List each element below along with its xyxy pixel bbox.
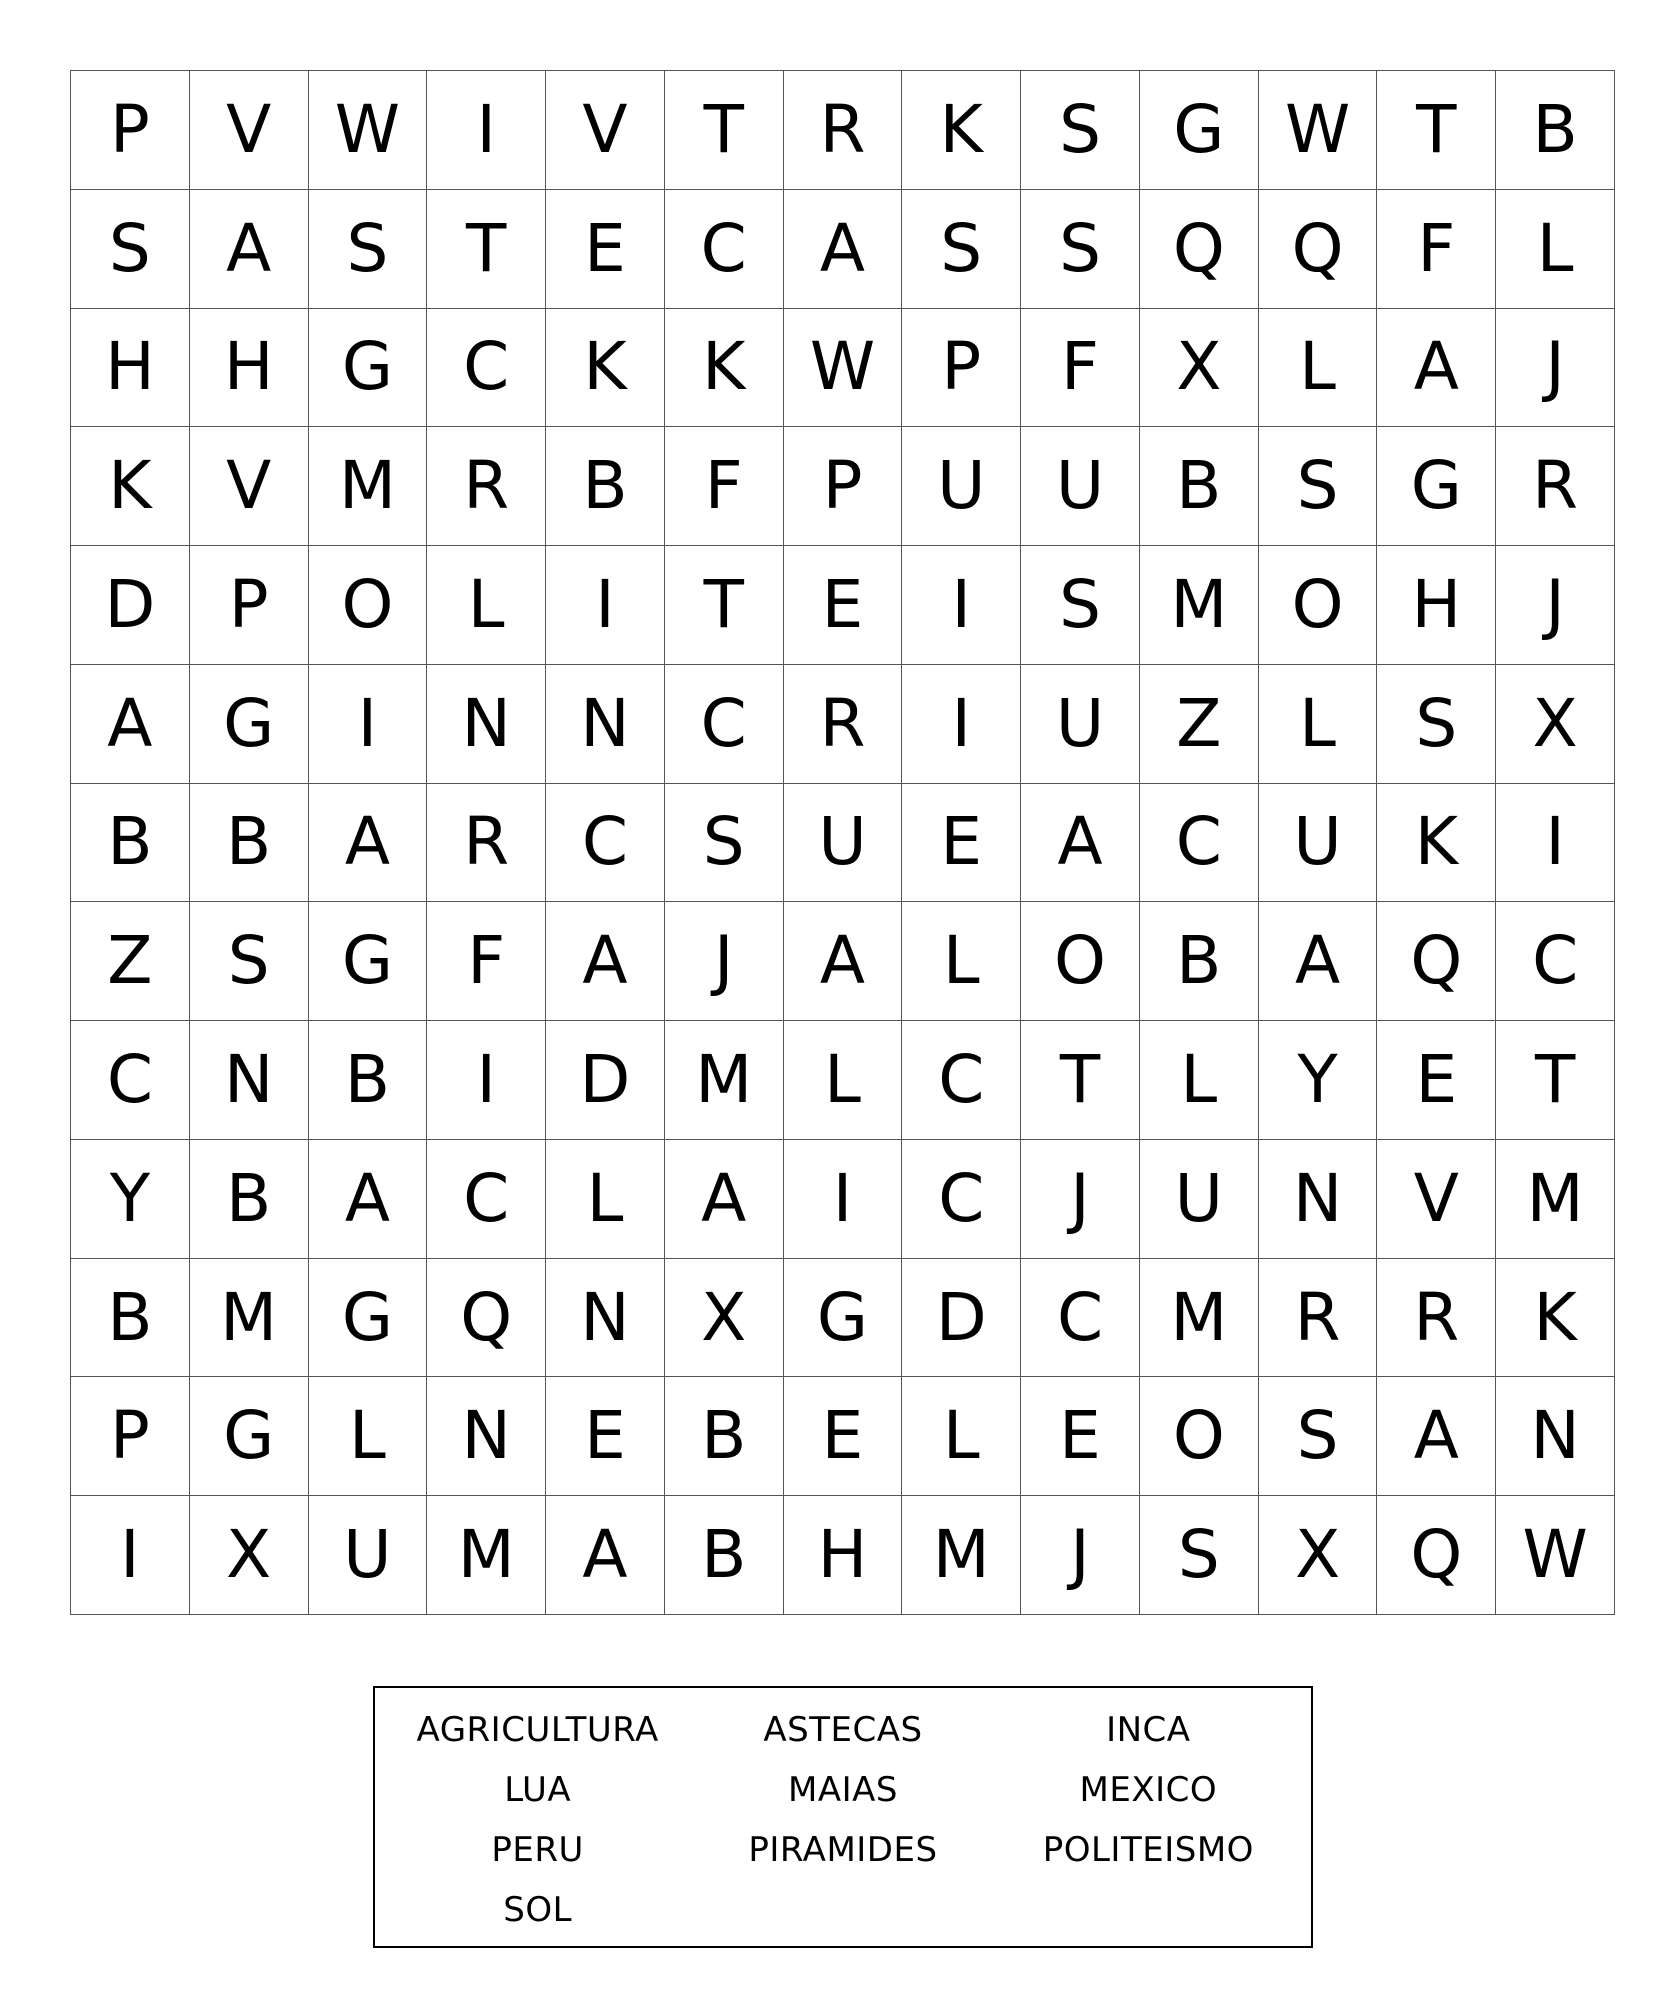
grid-cell[interactable]: P: [902, 309, 1021, 428]
grid-cell[interactable]: L: [902, 1377, 1021, 1496]
word-list-item: LUA: [504, 1770, 572, 1810]
grid-cell[interactable]: T: [427, 190, 546, 309]
grid-cell[interactable]: U: [902, 427, 1021, 546]
grid-cell[interactable]: J: [1496, 546, 1615, 665]
grid-cell[interactable]: I: [71, 1496, 190, 1615]
grid-cell[interactable]: G: [309, 309, 428, 428]
grid-cell[interactable]: B: [71, 784, 190, 903]
grid-cell[interactable]: L: [784, 1021, 903, 1140]
grid-cell[interactable]: E: [902, 784, 1021, 903]
grid-cell[interactable]: G: [309, 902, 428, 1021]
grid-cell[interactable]: X: [665, 1259, 784, 1378]
grid-cell[interactable]: R: [784, 665, 903, 784]
grid-cell[interactable]: L: [1259, 309, 1378, 428]
grid-cell[interactable]: C: [1140, 784, 1259, 903]
grid-cell[interactable]: Q: [1259, 190, 1378, 309]
grid-cell[interactable]: E: [546, 190, 665, 309]
grid-cell[interactable]: J: [665, 902, 784, 1021]
grid-cell[interactable]: S: [902, 190, 1021, 309]
grid-cell[interactable]: L: [309, 1377, 428, 1496]
grid-cell[interactable]: Z: [1140, 665, 1259, 784]
grid-cell[interactable]: A: [1259, 902, 1378, 1021]
grid-cell[interactable]: C: [665, 190, 784, 309]
grid-cell[interactable]: Q: [427, 1259, 546, 1378]
grid-cell[interactable]: W: [1259, 71, 1378, 190]
grid-cell[interactable]: K: [71, 427, 190, 546]
grid-cell[interactable]: N: [1496, 1377, 1615, 1496]
grid-cell[interactable]: K: [1377, 784, 1496, 903]
grid-cell[interactable]: Q: [1377, 902, 1496, 1021]
grid-cell[interactable]: I: [427, 1021, 546, 1140]
grid-cell[interactable]: M: [309, 427, 428, 546]
grid-cell[interactable]: V: [546, 71, 665, 190]
grid-cell[interactable]: E: [784, 546, 903, 665]
grid-cell[interactable]: C: [665, 665, 784, 784]
grid-cell[interactable]: M: [1496, 1140, 1615, 1259]
grid-cell[interactable]: M: [1140, 546, 1259, 665]
grid-cell[interactable]: U: [1021, 665, 1140, 784]
grid-cell[interactable]: R: [784, 71, 903, 190]
grid-cell[interactable]: R: [1259, 1259, 1378, 1378]
grid-cell[interactable]: C: [546, 784, 665, 903]
grid-cell[interactable]: B: [190, 1140, 309, 1259]
grid-cell[interactable]: I: [902, 546, 1021, 665]
grid-cell[interactable]: I: [902, 665, 1021, 784]
grid-cell[interactable]: P: [190, 546, 309, 665]
grid-cell[interactable]: O: [309, 546, 428, 665]
grid-cell[interactable]: S: [190, 902, 309, 1021]
grid-cell[interactable]: B: [546, 427, 665, 546]
grid-cell[interactable]: T: [665, 546, 784, 665]
grid-cell[interactable]: M: [190, 1259, 309, 1378]
grid-cell[interactable]: C: [902, 1140, 1021, 1259]
grid-cell[interactable]: L: [1496, 190, 1615, 309]
grid-cell[interactable]: L: [902, 902, 1021, 1021]
grid-cell[interactable]: A: [546, 902, 665, 1021]
grid-cell[interactable]: N: [546, 1259, 665, 1378]
grid-cell[interactable]: H: [190, 309, 309, 428]
grid-cell[interactable]: R: [1496, 427, 1615, 546]
grid-cell[interactable]: S: [1021, 546, 1140, 665]
grid-cell[interactable]: E: [1377, 1021, 1496, 1140]
grid-cell[interactable]: I: [427, 71, 546, 190]
grid-cell[interactable]: S: [1377, 665, 1496, 784]
grid-cell[interactable]: U: [1259, 784, 1378, 903]
grid-cell[interactable]: U: [784, 784, 903, 903]
grid-cell[interactable]: A: [665, 1140, 784, 1259]
grid-cell[interactable]: K: [546, 309, 665, 428]
grid-cell[interactable]: A: [784, 190, 903, 309]
grid-cell[interactable]: T: [1496, 1021, 1615, 1140]
grid-cell[interactable]: I: [546, 546, 665, 665]
grid-cell[interactable]: T: [1021, 1021, 1140, 1140]
grid-cell[interactable]: X: [1259, 1496, 1378, 1615]
grid-cell[interactable]: W: [784, 309, 903, 428]
grid-cell[interactable]: A: [309, 784, 428, 903]
grid-cell[interactable]: A: [190, 190, 309, 309]
grid-cell[interactable]: F: [427, 902, 546, 1021]
grid-cell[interactable]: I: [1496, 784, 1615, 903]
grid-cell[interactable]: C: [902, 1021, 1021, 1140]
grid-cell[interactable]: J: [1021, 1140, 1140, 1259]
grid-cell[interactable]: R: [1377, 1259, 1496, 1378]
grid-cell[interactable]: L: [427, 546, 546, 665]
grid-cell[interactable]: D: [902, 1259, 1021, 1378]
grid-cell[interactable]: M: [665, 1021, 784, 1140]
grid-cell[interactable]: C: [71, 1021, 190, 1140]
grid-cell[interactable]: X: [190, 1496, 309, 1615]
grid-cell[interactable]: B: [665, 1377, 784, 1496]
grid-cell[interactable]: I: [784, 1140, 903, 1259]
grid-cell[interactable]: F: [665, 427, 784, 546]
grid-cell[interactable]: N: [546, 665, 665, 784]
grid-cell[interactable]: N: [427, 1377, 546, 1496]
grid-cell[interactable]: S: [71, 190, 190, 309]
grid-cell[interactable]: S: [1259, 427, 1378, 546]
grid-cell[interactable]: B: [665, 1496, 784, 1615]
grid-cell[interactable]: A: [1377, 1377, 1496, 1496]
word-list-item: POLITEISMO: [1042, 1830, 1254, 1870]
word-list-item: AGRICULTURA: [416, 1710, 659, 1750]
grid-cell[interactable]: H: [71, 309, 190, 428]
grid-cell[interactable]: B: [71, 1259, 190, 1378]
grid-cell[interactable]: Y: [71, 1140, 190, 1259]
grid-cell[interactable]: O: [1021, 902, 1140, 1021]
grid-cell[interactable]: S: [1021, 71, 1140, 190]
grid-cell[interactable]: C: [427, 1140, 546, 1259]
grid-cell[interactable]: K: [1496, 1259, 1615, 1378]
grid-cell[interactable]: O: [1259, 546, 1378, 665]
grid-cell[interactable]: Y: [1259, 1021, 1378, 1140]
grid-cell[interactable]: B: [190, 784, 309, 903]
grid-cell[interactable]: S: [665, 784, 784, 903]
word-list-item: PERU: [491, 1830, 584, 1870]
word-list-item: MEXICO: [1079, 1770, 1218, 1810]
grid-cell[interactable]: P: [784, 427, 903, 546]
grid-cell[interactable]: Z: [71, 902, 190, 1021]
grid-cell[interactable]: B: [309, 1021, 428, 1140]
word-list-item: PIRAMIDES: [748, 1830, 938, 1870]
grid-cell[interactable]: G: [1377, 427, 1496, 546]
grid-cell[interactable]: Q: [1377, 1496, 1496, 1615]
grid-cell[interactable]: M: [902, 1496, 1021, 1615]
grid-cell[interactable]: D: [546, 1021, 665, 1140]
grid-cell[interactable]: U: [1140, 1140, 1259, 1259]
grid-cell[interactable]: J: [1021, 1496, 1140, 1615]
grid-cell[interactable]: C: [1496, 902, 1615, 1021]
grid-cell[interactable]: W: [309, 71, 428, 190]
word-search-grid: [70, 70, 1615, 1615]
grid-cell[interactable]: G: [190, 665, 309, 784]
grid-cell[interactable]: T: [1377, 71, 1496, 190]
grid-cell[interactable]: P: [71, 71, 190, 190]
grid-cell[interactable]: N: [427, 665, 546, 784]
grid-cell[interactable]: B: [1140, 902, 1259, 1021]
grid-cell[interactable]: A: [546, 1496, 665, 1615]
grid-cell[interactable]: U: [1021, 427, 1140, 546]
word-list-item: MAIAS: [788, 1770, 898, 1810]
grid-cell[interactable]: V: [190, 71, 309, 190]
grid-cell[interactable]: K: [902, 71, 1021, 190]
grid-cell[interactable]: H: [1377, 546, 1496, 665]
grid-cell[interactable]: E: [546, 1377, 665, 1496]
grid-cell[interactable]: L: [546, 1140, 665, 1259]
word-list: [373, 1686, 1313, 1948]
grid-cell[interactable]: J: [1496, 309, 1615, 428]
word-list-item: ASTECAS: [763, 1710, 923, 1750]
grid-cell[interactable]: X: [1140, 309, 1259, 428]
grid-cell[interactable]: M: [427, 1496, 546, 1615]
grid-cell[interactable]: F: [1377, 190, 1496, 309]
grid-cell[interactable]: G: [309, 1259, 428, 1378]
grid-cell[interactable]: R: [427, 784, 546, 903]
grid-cell[interactable]: G: [190, 1377, 309, 1496]
grid-cell[interactable]: X: [1496, 665, 1615, 784]
grid-cell[interactable]: A: [1377, 309, 1496, 428]
grid-cell[interactable]: P: [71, 1377, 190, 1496]
grid-cell[interactable]: L: [1140, 1021, 1259, 1140]
grid-cell[interactable]: H: [784, 1496, 903, 1615]
grid-cell[interactable]: F: [1021, 309, 1140, 428]
grid-cell[interactable]: T: [665, 71, 784, 190]
grid-cell[interactable]: A: [309, 1140, 428, 1259]
grid-cell[interactable]: A: [784, 902, 903, 1021]
grid-cell[interactable]: A: [1021, 784, 1140, 903]
grid-cell[interactable]: D: [71, 546, 190, 665]
grid-cell[interactable]: G: [784, 1259, 903, 1378]
grid-cell[interactable]: G: [1140, 71, 1259, 190]
grid-cell[interactable]: S: [1021, 190, 1140, 309]
grid-cell[interactable]: V: [190, 427, 309, 546]
word-list-item: SOL: [503, 1890, 573, 1930]
grid-cell[interactable]: S: [1259, 1377, 1378, 1496]
grid-cell[interactable]: N: [190, 1021, 309, 1140]
grid-cell[interactable]: N: [1259, 1140, 1378, 1259]
grid-cell[interactable]: S: [309, 190, 428, 309]
grid-cell[interactable]: R: [427, 427, 546, 546]
grid-cell[interactable]: I: [309, 665, 428, 784]
grid-cell[interactable]: E: [784, 1377, 903, 1496]
grid-cell[interactable]: V: [1377, 1140, 1496, 1259]
grid-cell[interactable]: S: [1140, 1496, 1259, 1615]
grid-cell[interactable]: A: [71, 665, 190, 784]
grid-cell[interactable]: E: [1021, 1377, 1140, 1496]
grid-cell[interactable]: U: [309, 1496, 428, 1615]
grid-cell[interactable]: B: [1140, 427, 1259, 546]
grid-cell[interactable]: C: [1021, 1259, 1140, 1378]
word-list-item: INCA: [1106, 1710, 1191, 1750]
grid-cell[interactable]: W: [1496, 1496, 1615, 1615]
grid-cell[interactable]: Q: [1140, 190, 1259, 309]
grid-cell[interactable]: B: [1496, 71, 1615, 190]
grid-cell[interactable]: M: [1140, 1259, 1259, 1378]
grid-cell[interactable]: L: [1259, 665, 1378, 784]
grid-cell[interactable]: O: [1140, 1377, 1259, 1496]
grid-cell[interactable]: C: [427, 309, 546, 428]
grid-cell[interactable]: K: [665, 309, 784, 428]
